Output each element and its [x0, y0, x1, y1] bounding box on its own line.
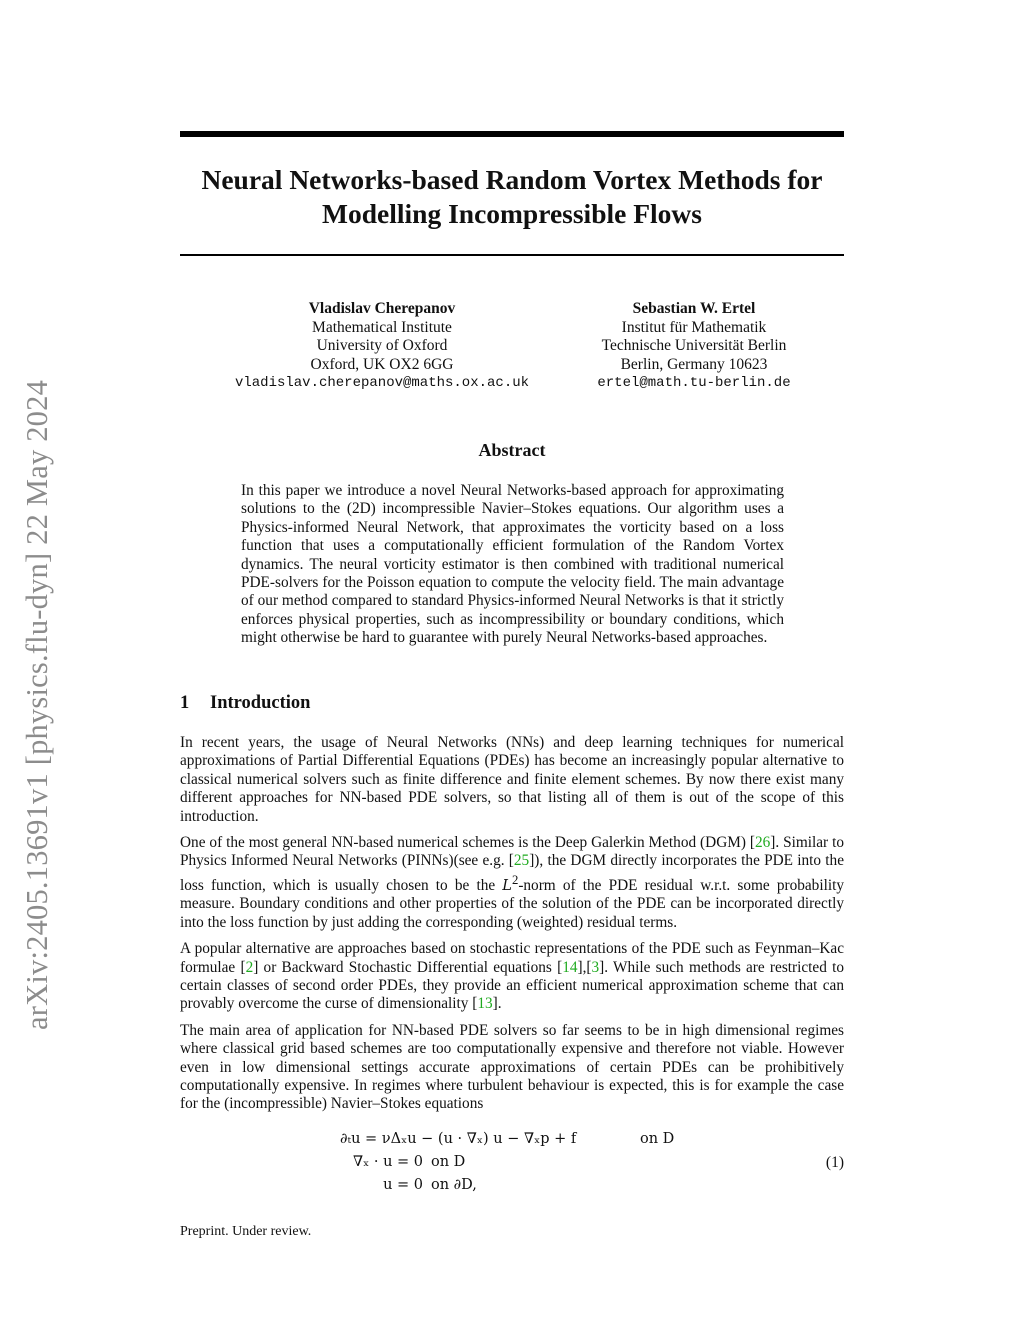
author-name: Sebastian W. Ertel	[632, 300, 756, 317]
author-name: Vladislav Cherepanov	[308, 300, 456, 317]
equation-condition: on D	[640, 1131, 675, 1147]
citation-link[interactable]: 26	[754, 834, 771, 852]
equation-line	[180, 1177, 844, 1200]
author-email: vladislav.cherepanov@maths.ox.ac.uk	[234, 375, 530, 391]
author-affiliation-line: Mathematical Institute	[312, 318, 452, 336]
paragraph-3: A popular alternative are approaches based on stochastic representations of the PDE such as Feynman–Kac formulae [2] or Backward Stochastic Differential equations [14],[3]. While such methods are restricted to certain classes of second order PDEs, they provide an efficient numerical approximation scheme that can provably overcome the curse of dimensionality [13].	[180, 940, 844, 1013]
paragraph-2: One of the most general NN-based numerical schemes is the Deep Galerkin Method (DGM) [26]. Similar to Physics Informed Neural Networks (PINNs)(see e.g. [25]), the DGM directly incorporates the PDE into the loss function, which is usually chosen to be the $L^2$-norm of the PDE residual w.r.t. some probability measure. Boundary conditions and other properties of the solution of the PDE can be incorporated directly into the loss function by just adding the corresponding (weighted) residual terms.	[180, 834, 844, 931]
section-number: 1	[180, 693, 190, 713]
citation-link[interactable]: 25	[513, 852, 530, 870]
author-affiliation-line: Institut für Mathematik	[621, 318, 767, 336]
equation-lhs: ∂ₜu = νΔₓu − (u · ∇ₓ) u − ∇ₓp + f	[340, 1131, 577, 1147]
citation-link[interactable]: 3	[591, 958, 600, 976]
equation-condition: on D	[431, 1154, 466, 1170]
introduction-body	[180, 734, 844, 1122]
arxiv-side-identifier: arXiv:2405.13691v1 [physics.flu-dyn] 22 May 2024	[20, 379, 54, 1030]
equation-block	[180, 1131, 844, 1200]
paper-title: Neural Networks-based Random Vortex Methods for Modelling Incompressible Flows	[201, 164, 823, 229]
author-affiliation-line: Technische Universität Berlin	[601, 337, 787, 354]
author-affiliation-line: Oxford, UK OX2 6GG	[310, 355, 454, 373]
math-symbol: L	[502, 877, 512, 894]
author-block-2	[584, 300, 804, 393]
abstract-text: In this paper we introduce a novel Neural Networks-based approach for approximating solutions to the (2D) incompressible Navier–Stokes equations. Our algorithm uses a Physics-informed Neural Network, that approximates the vorticity based on a loss function that uses a computationally efficient formulation of the Random Vortex dynamics. The neural vorticity estimator is then combined with traditional numerical PDE-solvers for the Poisson equation to compute the velocity field. The main advantage of our method compared to standard Physics-informed Neural Networks is that it strictly enforces physical properties, such as incompressibility or boundary conditions, which might otherwise be hard to guarantee with purely Neural Networks-based approaches.	[241, 482, 784, 647]
section-title: Introduction	[210, 693, 311, 713]
equation-line	[180, 1131, 844, 1154]
author-affiliation-line: Berlin, Germany 10623	[620, 355, 768, 373]
citation-link[interactable]: 13	[477, 995, 493, 1013]
citation-link[interactable]: 14	[562, 958, 578, 976]
author-email: ertel@math.tu-berlin.de	[597, 375, 791, 391]
paragraph-1: In recent years, the usage of Neural Networks (NNs) and deep learning techniques for numerical approximations of Partial Differential Equations (PDEs) has become an increasingly popular alternative to classical numerical solvers such as finite difference and finite element schemes. By now there exist many different approaches for NN-based PDE solvers, so that listing all of them is out of the scope of this introduction.	[180, 734, 844, 825]
equation-lhs: ∇ₓ · u = 0	[352, 1154, 423, 1170]
citation-link[interactable]: 2	[245, 958, 254, 976]
paragraph-4: The main area of application for NN-based PDE solvers so far seems to be in high dimensional regimes where classical grid based schemes are too computationally expensive and therefore not viable. However even in low dimensional settings accurate approximations of certain PDEs can be prohibitively computationally expensive. In regimes where turbulent behaviour is expected, this is for example the case for the (incompressible) Navier–Stokes equations	[180, 1021, 844, 1113]
equation-line	[180, 1154, 844, 1177]
author-block-1	[222, 300, 542, 393]
equation-number: (1)	[825, 1154, 844, 1171]
abstract-heading: Abstract	[478, 440, 546, 460]
title-top-rule	[180, 131, 844, 137]
title-bottom-rule	[180, 254, 844, 256]
section-heading	[180, 693, 310, 714]
math-superscript: 2	[511, 872, 519, 887]
author-affiliation-line: University of Oxford	[316, 337, 448, 354]
equation-lhs: u = 0	[383, 1177, 423, 1193]
footer-note: Preprint. Under review.	[180, 1224, 312, 1239]
equation-condition: on ∂D,	[431, 1177, 477, 1193]
